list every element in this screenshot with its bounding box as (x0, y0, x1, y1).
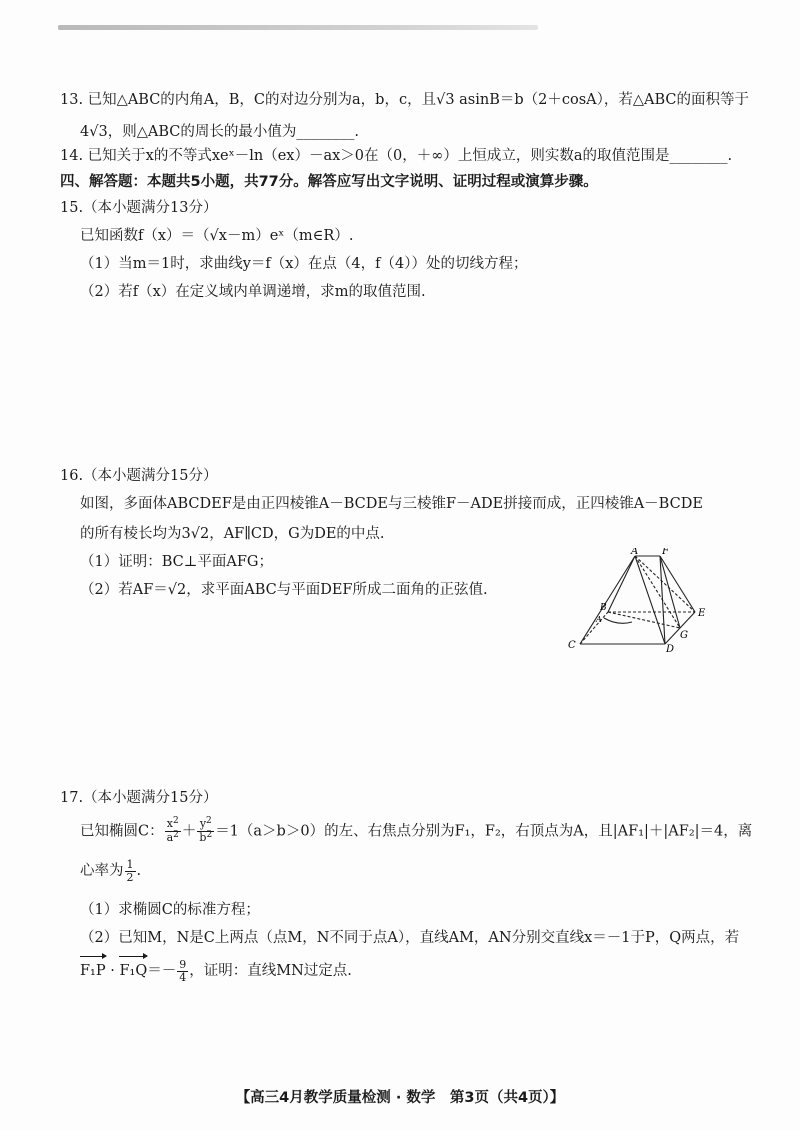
q15-title: 15.（本小题满分13分） (60, 200, 218, 216)
vector-f1p: F₁P (80, 958, 106, 984)
q17-stem-pre: 已知椭圆C： (80, 823, 164, 840)
dot-fraction: $\frac{9}{4}$ (179, 957, 187, 984)
q17-dot-product: F₁P · F₁Q＝－ $\frac{9}{4}$ ，证明：直线MN过定点. (80, 957, 352, 984)
q17-title: 17.（本小题满分15分） (60, 790, 218, 806)
q16-stem2: 的所有棱长均为3√2，AF∥CD，G为DE的中点. (80, 526, 385, 542)
ellipse-y-term: $\frac{y^2}{b^2}$ (199, 816, 213, 844)
ellipse-x-term: $\frac{x^2}{a^2}$ (166, 816, 179, 844)
figure-label-G: G (680, 630, 688, 641)
figure-label-D: D (666, 644, 675, 655)
q17-part2: （2）已知M，N是C上两点（点M，N不同于点A），直线AM，AN分别交直线x＝－1于P，Q两点，若 (80, 930, 740, 946)
page-footer: 【高三4月教学质量检测 · 数学 第3页（共4页）】 (235, 1090, 565, 1106)
q16-part2: （2）若AF＝√2，求平面ABC与平面DEF所成二面角的正弦值. (80, 582, 488, 598)
q15-stem: 已知函数f（x）＝（√x－m）eˣ（m∈R）. (80, 228, 354, 244)
ecc-fraction: $\frac{1}{2}$ (126, 857, 134, 884)
q13-line1: 13. 已知△ABC的内角A，B，C的对边分别为a，b，c，且√3 asinB＝b（2＋cosA），若△ABC的面积等于 (60, 92, 750, 108)
figure-label-F: F (662, 548, 669, 557)
q15-part1: （1）当m＝1时，求曲线y＝f（x）在点（4，f（4））处的切线方程； (80, 256, 528, 272)
q14-line1: 14. 已知关于x的不等式xeˣ－ln（ex）－ax＞0在（0，＋∞）上恒成立，则实数a的取值范围是________. (60, 148, 733, 164)
q15-part2: （2）若f（x）在定义域内单调递增，求m的取值范围. (80, 284, 426, 300)
q16-title: 16.（本小题满分15分） (60, 468, 218, 484)
q16-part1: （1）证明：BC⊥平面AFG； (80, 554, 273, 570)
figure-label-E: E (698, 608, 706, 619)
vector-f1q: F₁Q (119, 958, 147, 984)
q17-eccentricity: 心率为 $\frac{1}{2}$ . (80, 857, 142, 884)
figure-label-angle: A (596, 615, 602, 624)
scan-artifact-bar (58, 25, 538, 30)
figure-label-B: B (600, 603, 607, 613)
polyhedron-figure (560, 548, 720, 660)
q13-line2: 4√3，则△ABC的周长的最小值为________. (80, 124, 359, 140)
q17-stem-line1: 已知椭圆C： $\frac{x^2}{a^2}$ ＋ $\frac{y^2}{b^2}$ ＝1（a＞b＞0）的左、右焦点分别为F₁，F₂，右顶点为A，且|AF₁|＋|AF₂|＝4，离 (80, 816, 753, 844)
section4-header: 四、解答题：本题共5小题，共77分。解答应写出文字说明、证明过程或演算步骤。 (60, 174, 598, 190)
q16-stem1: 如图，多面体ABCDEF是由正四棱锥A－BCDE与三棱锥F－ADE拼接而成，正四棱锥A－BCDE (80, 496, 703, 512)
q17-part1: （1）求椭圆C的标准方程； (80, 902, 260, 918)
q17-stem-mid: ＝1（a＞b＞0）的左、右焦点分别为F₁，F₂，右顶点为A，且|AF₁|＋|AF₂|＝4，离 (215, 823, 753, 840)
figure-label-A: A (631, 548, 639, 557)
figure-label-C: C (568, 640, 576, 651)
